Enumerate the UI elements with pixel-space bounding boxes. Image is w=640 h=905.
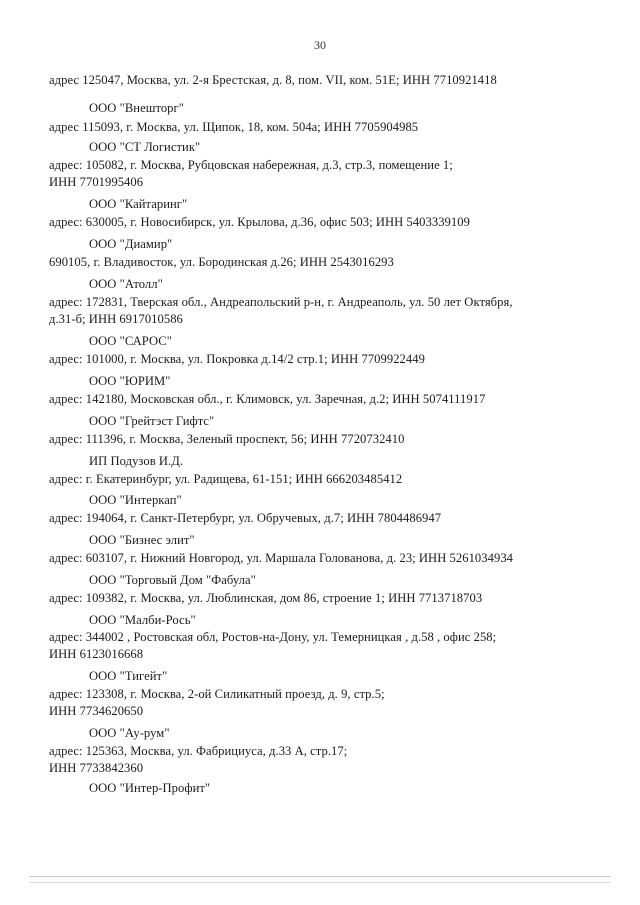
company-name: ООО "Диамир" [89, 237, 173, 251]
address-line: адрес: 630005, г. Новосибирск, ул. Крылова, д.36, офис 503; ИНН 5403339109 [49, 215, 470, 229]
company-name: ООО "Интеркап" [89, 493, 182, 507]
address-line: адрес: 142180, Московская обл., г. Климовск, ул. Заречная, д.2; ИНН 5074111917 [49, 392, 486, 406]
company-name: ООО "ЮРИМ" [89, 374, 171, 388]
company-name: ООО "Ау-рум" [89, 726, 170, 740]
address-line: ИНН 7734620650 [49, 704, 144, 718]
company-name: ООО "СТ Логистик" [89, 140, 201, 154]
company-name: ООО "Торговый Дом "Фабула" [89, 573, 256, 587]
company-name: ООО "Внешторг" [89, 101, 184, 115]
bottom-scan-rule [30, 882, 610, 883]
address-line: адрес 115093, г. Москва, ул. Щипок, 18, ком. 504а; ИНН 7705904985 [49, 120, 419, 134]
company-name: ООО "Интер-Профит" [89, 781, 211, 795]
address-line: адрес: 111396, г. Москва, Зеленый проспект, 56; ИНН 7720732410 [49, 432, 405, 446]
address-line: адрес: 105082, г. Москва, Рубцовская набережная, д.3, стр.3, помещение 1; [49, 158, 453, 172]
address-line: адрес: 101000, г. Москва, ул. Покровка д.14/2 стр.1; ИНН 7709922449 [49, 352, 425, 366]
intro-address-line: адрес 125047, Москва, ул. 2-я Брестская, д. 8, пом. VII, ком. 51Е; ИНН 7710921418 [49, 73, 497, 87]
address-line: ИНН 7701995406 [49, 175, 144, 189]
address-line: ИНН 7733842360 [49, 761, 144, 775]
address-line: д.31-б; ИНН 6917010586 [49, 312, 183, 326]
company-name: ООО "Малби-Рось" [89, 613, 196, 627]
address-line: адрес: 172831, Тверская обл., Андреапольский р-н, г. Андреаполь, ул. 50 лет Октября, [49, 295, 513, 309]
address-line: адрес: 344002 , Ростовская обл, Ростов-на-Дону, ул. Темерницкая , д.58 , офис 258; [49, 630, 497, 644]
address-line: адрес: 109382, г. Москва, ул. Люблинская, дом 86, строение 1; ИНН 7713718703 [49, 591, 483, 605]
company-name: ООО "Тигейт" [89, 669, 168, 683]
company-name: ООО "Атолл" [89, 277, 163, 291]
page-number: 30 [314, 38, 326, 52]
address-line: адрес: г. Екатеринбург, ул. Радищева, 61-151; ИНН 666203485412 [49, 472, 403, 486]
address-line: 690105, г. Владивосток, ул. Бородинская д.26; ИНН 2543016293 [49, 255, 394, 269]
company-name: ООО "Грейтэст Гифтс" [89, 414, 215, 428]
address-line: ИНН 6123016668 [49, 647, 144, 661]
bottom-scan-rule [30, 876, 610, 877]
company-name: ООО "Кайтаринг" [89, 197, 188, 211]
address-line: адрес: 125363, Москва, ул. Фабрициуса, д.33 А, стр.17; [49, 744, 348, 758]
company-name: ООО "Бизнес элит" [89, 533, 195, 547]
address-line: адрес: 603107, г. Нижний Новгород, ул. Маршала Голованова, д. 23; ИНН 5261034934 [49, 551, 514, 565]
company-name: ООО "САРОС" [89, 334, 172, 348]
company-name: ИП Подузов И.Д. [89, 454, 184, 468]
address-line: адрес: 123308, г. Москва, 2-ой Силикатный проезд, д. 9, стр.5; [49, 687, 385, 701]
address-line: адрес: 194064, г. Санкт-Петербург, ул. Обручевых, д.7; ИНН 7804486947 [49, 511, 442, 525]
